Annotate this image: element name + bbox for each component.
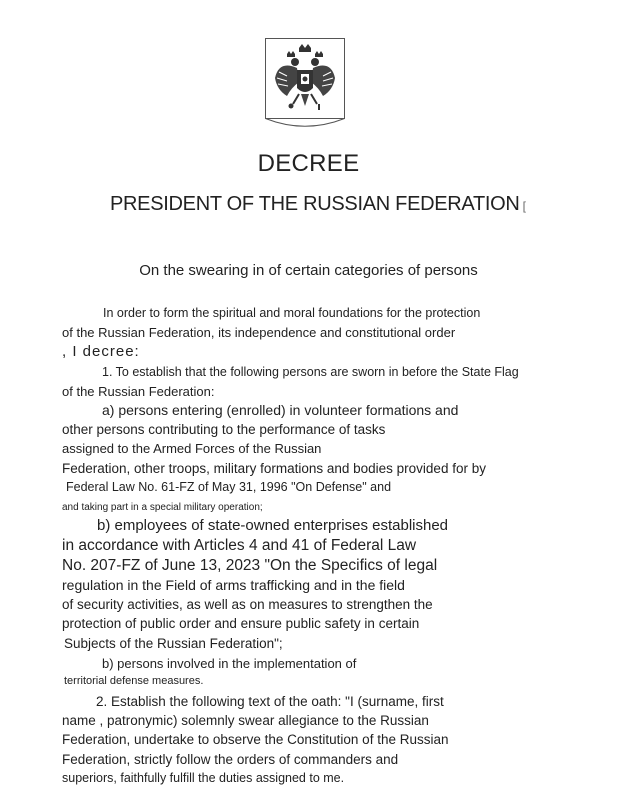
body-line-16: of security activities, as well as on measures to strengthen the: [62, 597, 433, 612]
body-line-10: Federal Law No. 61-FZ of May 31, 1996 "On Defense" and: [66, 480, 392, 494]
coat-of-arms-emblem: [265, 38, 345, 130]
body-line-19: b) persons involved in the implementation of: [102, 656, 357, 671]
body-line-11: and taking part in a special military operation;: [62, 502, 263, 513]
body-line-23: Federation, undertake to observe the Constitution of the Russian: [62, 732, 449, 747]
body-line-17: protection of public order and ensure public safety in certain: [62, 616, 420, 631]
document-title: DECREE: [257, 150, 360, 177]
body-line-9: Federation, other troops, military formations and bodies provided for by: [62, 461, 486, 476]
body-line-24: Federation, strictly follow the orders of commanders and: [62, 752, 399, 767]
body-line-14: No. 207-FZ of June 13, 2023 "On the Specifics of legal: [62, 557, 438, 574]
body-line-20: territorial defense measures.: [64, 675, 204, 687]
body-line-15: regulation in the Field of arms trafficking and in the field: [62, 577, 405, 593]
document-subtitle: PRESIDENT OF THE RUSSIAN FEDERATION [: [110, 193, 526, 215]
document-heading: On the swearing in of certain categories of persons: [139, 262, 478, 279]
body-line-12: b) employees of state-owned enterprises established: [97, 517, 449, 534]
body-line-8: assigned to the Armed Forces of the Russian: [62, 441, 322, 456]
body-line-25: superiors, faithfully fulfill the duties assigned to me.: [62, 771, 345, 785]
body-line-5: of the Russian Federation:: [62, 384, 215, 399]
body-line-6: a) persons entering (enrolled) in volunteer formations and: [102, 402, 459, 418]
body-line-21: 2. Establish the following text of the oath: "I (surname, first: [96, 694, 444, 709]
body-line-1: In order to form the spiritual and moral foundations for the protection: [103, 306, 481, 320]
body-line-7: other persons contributing to the performance of tasks: [62, 422, 386, 437]
body-line-18: Subjects of the Russian Federation";: [64, 636, 283, 651]
body-line-2: of the Russian Federation, its independence and constitutional order: [62, 325, 456, 340]
body-line-13: in accordance with Articles 4 and 41 of Federal Law: [62, 537, 417, 554]
body-line-3: , I decree:: [62, 343, 140, 360]
body-line-22: name , patronymic) solemnly swear allegiance to the Russian: [62, 713, 429, 728]
body-line-4: 1. To establish that the following persons are sworn in before the State Flag: [102, 365, 519, 379]
